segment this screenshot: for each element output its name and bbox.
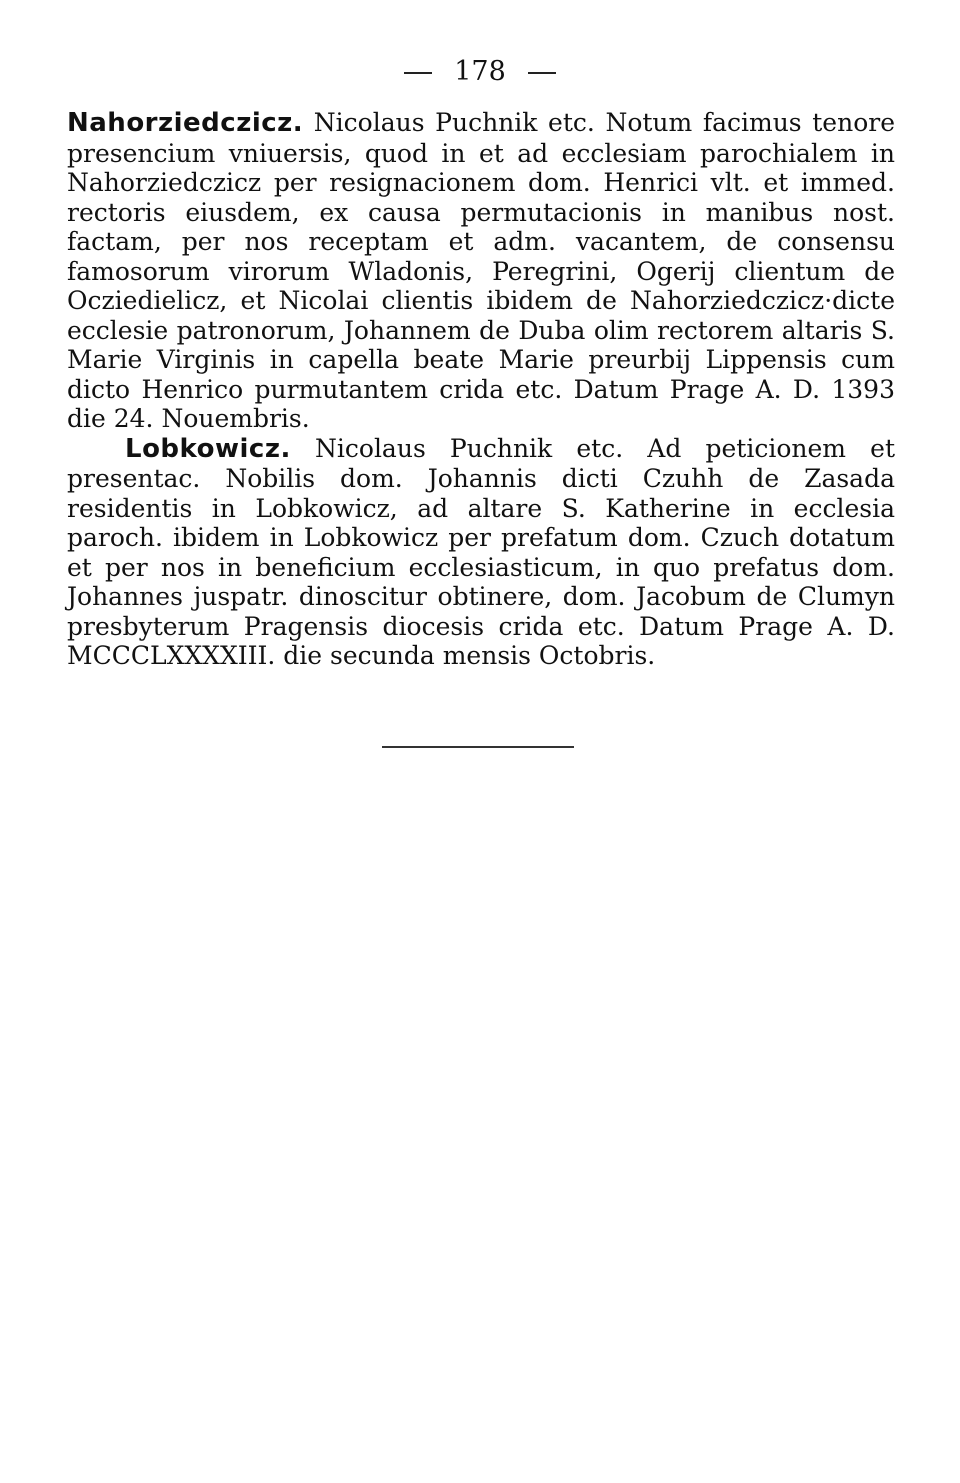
entry-heading: Lobkowicz. — [125, 433, 291, 464]
page-number: 178 — [454, 56, 506, 87]
main-text — [67, 108, 895, 671]
entry-body: Nicolaus Puchnik etc. Notum facimus tenore presencium vniuersis, quod in et ad ecclesiam parochialem in Nahorziedczicz per resignacionem dom. Henrici vlt. et immed. rectoris eiusdem, ex causa permutacionis in manibus nost. factam, per nos receptam et adm. vacantem, de consensu famosorum virorum Wladonis, Peregrini, Ogerij clientum de Ocziedielicz, et Nicolai clientis ibidem de Nahorziedczicz·dicte ecclesie patronorum, Johannem de Duba olim rectorem altaris S. Marie Virginis in capella beate Marie preurbij Lippensis cum dicto Henrico purmutantem crida etc. Datum Prage A. D. 1393 die 24. Nouembris. — [67, 108, 895, 433]
page-header — [0, 54, 960, 90]
section-end-rule — [382, 746, 574, 748]
right-dash-decoration — [528, 72, 556, 74]
entry-nahorziedczicz — [67, 108, 895, 434]
entry-lobkowicz — [67, 434, 895, 671]
entry-heading: Nahorziedczicz. — [67, 108, 304, 138]
left-dash-decoration — [404, 72, 432, 74]
entry-body: Nicolaus Puchnik etc. Ad peticionem et presentac. Nobilis dom. Johannis dicti Czuhh de Zasada residentis in Lobkowicz, ad altare S. Katherine in ecclesia paroch. ibidem in Lobkowicz per prefatum dom. Czuch dotatum et per nos in beneficium ecclesiasticum, in quo prefatus dom. Johannes juspatr. dinoscitur obtinere, dom. Jacobum de Clumyn presbyterum Pragensis diocesis crida etc. Datum Prage A. D. MCCCLXXXXIII. die secunda mensis Octobris. — [67, 433, 895, 670]
